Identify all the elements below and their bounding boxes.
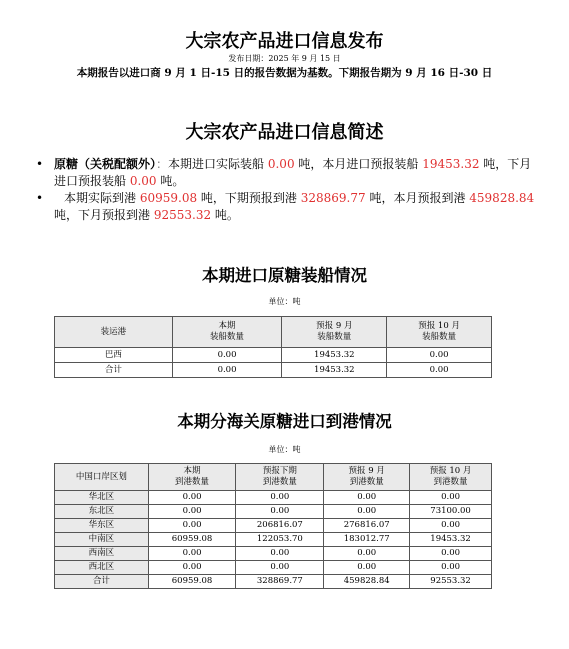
table-row — [55, 348, 492, 363]
header-line: 预报 9 月 — [348, 466, 385, 476]
table-cell: 19453.32 — [282, 363, 387, 378]
header-line: 预报 10 月 — [429, 466, 472, 476]
table-cell: 巴西 — [55, 348, 173, 363]
table-header-cell — [324, 464, 410, 491]
table-cell: 西南区 — [55, 547, 149, 561]
arrival-section-title: 本期分海关原糖进口到港情况 — [177, 412, 392, 431]
table-cell: 合计 — [55, 363, 173, 378]
summary-value: 60959.08 — [139, 191, 198, 205]
summary-value: 92553.32 — [153, 208, 212, 222]
summary-text: 吨，下月进口预报装船 — [54, 157, 532, 188]
table-cell: 0.00 — [324, 547, 410, 561]
table-cell: 0.00 — [410, 519, 492, 533]
table-cell: 0.00 — [324, 505, 410, 519]
table-cell: 60959.08 — [148, 575, 236, 589]
header-line: 到港数量 — [262, 477, 297, 487]
shipment-table — [54, 316, 492, 378]
summary-text: 吨，本月预报到港 — [365, 191, 470, 205]
summary-item-arrival — [36, 190, 536, 224]
table-cell: 0.00 — [148, 547, 236, 561]
header-line: 预报 9 月 — [316, 321, 353, 331]
table-header-cell — [282, 317, 387, 348]
summary-text: 本期实际到港 — [64, 191, 140, 205]
table-cell: 0.00 — [236, 547, 324, 561]
table-cell: 0.00 — [148, 561, 236, 575]
bullet-icon: • — [36, 157, 44, 171]
header-line: 到港数量 — [349, 477, 384, 487]
summary-value: 0.00 — [129, 174, 157, 188]
table-row — [55, 533, 492, 547]
table-header-cell: 装运港 — [55, 317, 173, 348]
header-line: 到港数量 — [175, 477, 210, 487]
table-cell: 华东区 — [55, 519, 149, 533]
table-cell: 19453.32 — [282, 348, 387, 363]
table-cell: 0.00 — [148, 491, 236, 505]
table-cell: 206816.07 — [236, 519, 324, 533]
table-cell: 0.00 — [172, 363, 282, 378]
header-line: 中国口岸区划 — [75, 471, 127, 482]
table-header-cell — [148, 464, 236, 491]
summary-commodity-label: 原糖（关税配额外） — [54, 157, 157, 171]
header-line: 装船数量 — [210, 332, 245, 342]
table-cell: 328869.77 — [236, 575, 324, 589]
summary-colon: ： — [156, 157, 169, 171]
summary-text: 吨，下期预报到港 — [197, 191, 301, 205]
page-title: 大宗农产品进口信息发布 — [185, 31, 384, 52]
arrival-unit-label: 单位：吨 — [268, 445, 301, 454]
table-cell: 东北区 — [55, 505, 149, 519]
table-cell: 0.00 — [148, 519, 236, 533]
table-cell: 92553.32 — [410, 575, 492, 589]
header-line: 装船数量 — [422, 332, 457, 342]
table-cell: 0.00 — [410, 547, 492, 561]
table-cell: 459828.84 — [324, 575, 410, 589]
table-cell: 0.00 — [236, 561, 324, 575]
table-cell: 中南区 — [55, 533, 149, 547]
table-cell: 122053.70 — [236, 533, 324, 547]
table-header-cell — [236, 464, 324, 491]
header-line: 装船数量 — [317, 332, 352, 342]
summary-text: 吨，下月预报到港 — [54, 208, 154, 222]
table-cell: 183012.77 — [324, 533, 410, 547]
shipment-section-title: 本期进口原糖装船情况 — [202, 266, 367, 285]
header-line: 本期 — [218, 321, 236, 331]
table-row — [55, 547, 492, 561]
table-cell: 0.00 — [410, 491, 492, 505]
table-row — [55, 561, 492, 575]
header-line: 预报 10 月 — [418, 321, 460, 331]
table-cell: 276816.07 — [324, 519, 410, 533]
table-header-cell — [55, 464, 149, 491]
arrival-table — [54, 463, 492, 589]
table-row-total — [55, 363, 492, 378]
table-cell: 合计 — [55, 575, 149, 589]
report-basis-note: 本期报告以进口商 9 月 1 日-15 日的报告数据为基数。下期报告期为 9 月 16 日-30 日 — [76, 67, 493, 79]
table-cell: 华北区 — [55, 491, 149, 505]
table-row — [55, 519, 492, 533]
table-cell: 0.00 — [324, 491, 410, 505]
summary-value: 459828.84 — [469, 191, 535, 205]
table-row-total — [55, 575, 492, 589]
table-header-row — [55, 317, 492, 348]
table-row — [55, 491, 492, 505]
table-cell: 0.00 — [236, 491, 324, 505]
summary-text: 吨。 — [156, 174, 185, 188]
table-cell: 0.00 — [236, 505, 324, 519]
table-header-cell — [172, 317, 282, 348]
summary-value: 19453.32 — [422, 157, 480, 171]
table-cell: 60959.08 — [148, 533, 236, 547]
header-line: 本期 — [183, 466, 201, 476]
bullet-icon: • — [36, 191, 44, 205]
summary-text: 吨，本月进口预报装船 — [294, 157, 423, 171]
table-header-row — [55, 464, 492, 491]
summary-value: 0.00 — [267, 157, 295, 171]
header-line: 到港数量 — [433, 477, 468, 487]
table-cell: 西北区 — [55, 561, 149, 575]
table-cell: 19453.32 — [410, 533, 492, 547]
table-header-cell — [410, 464, 492, 491]
summary-text: 本期进口实际装船 — [168, 157, 268, 171]
table-row — [55, 505, 492, 519]
summary-title: 大宗农产品进口信息简述 — [185, 122, 384, 143]
shipment-unit-label: 单位：吨 — [268, 297, 301, 306]
table-cell: 0.00 — [410, 561, 492, 575]
summary-item-shipment — [36, 156, 536, 190]
publish-date: 发布日期：2025 年 9 月 15 日 — [228, 54, 341, 63]
table-cell: 0.00 — [172, 348, 282, 363]
summary-list — [36, 156, 536, 224]
table-cell: 0.00 — [387, 363, 492, 378]
table-cell: 0.00 — [324, 561, 410, 575]
table-cell: 73100.00 — [410, 505, 492, 519]
table-header-cell — [387, 317, 492, 348]
summary-value: 328869.77 — [300, 191, 366, 205]
table-cell: 0.00 — [148, 505, 236, 519]
header-line: 预报下期 — [262, 466, 297, 476]
summary-text: 吨。 — [211, 208, 239, 222]
table-cell: 0.00 — [387, 348, 492, 363]
